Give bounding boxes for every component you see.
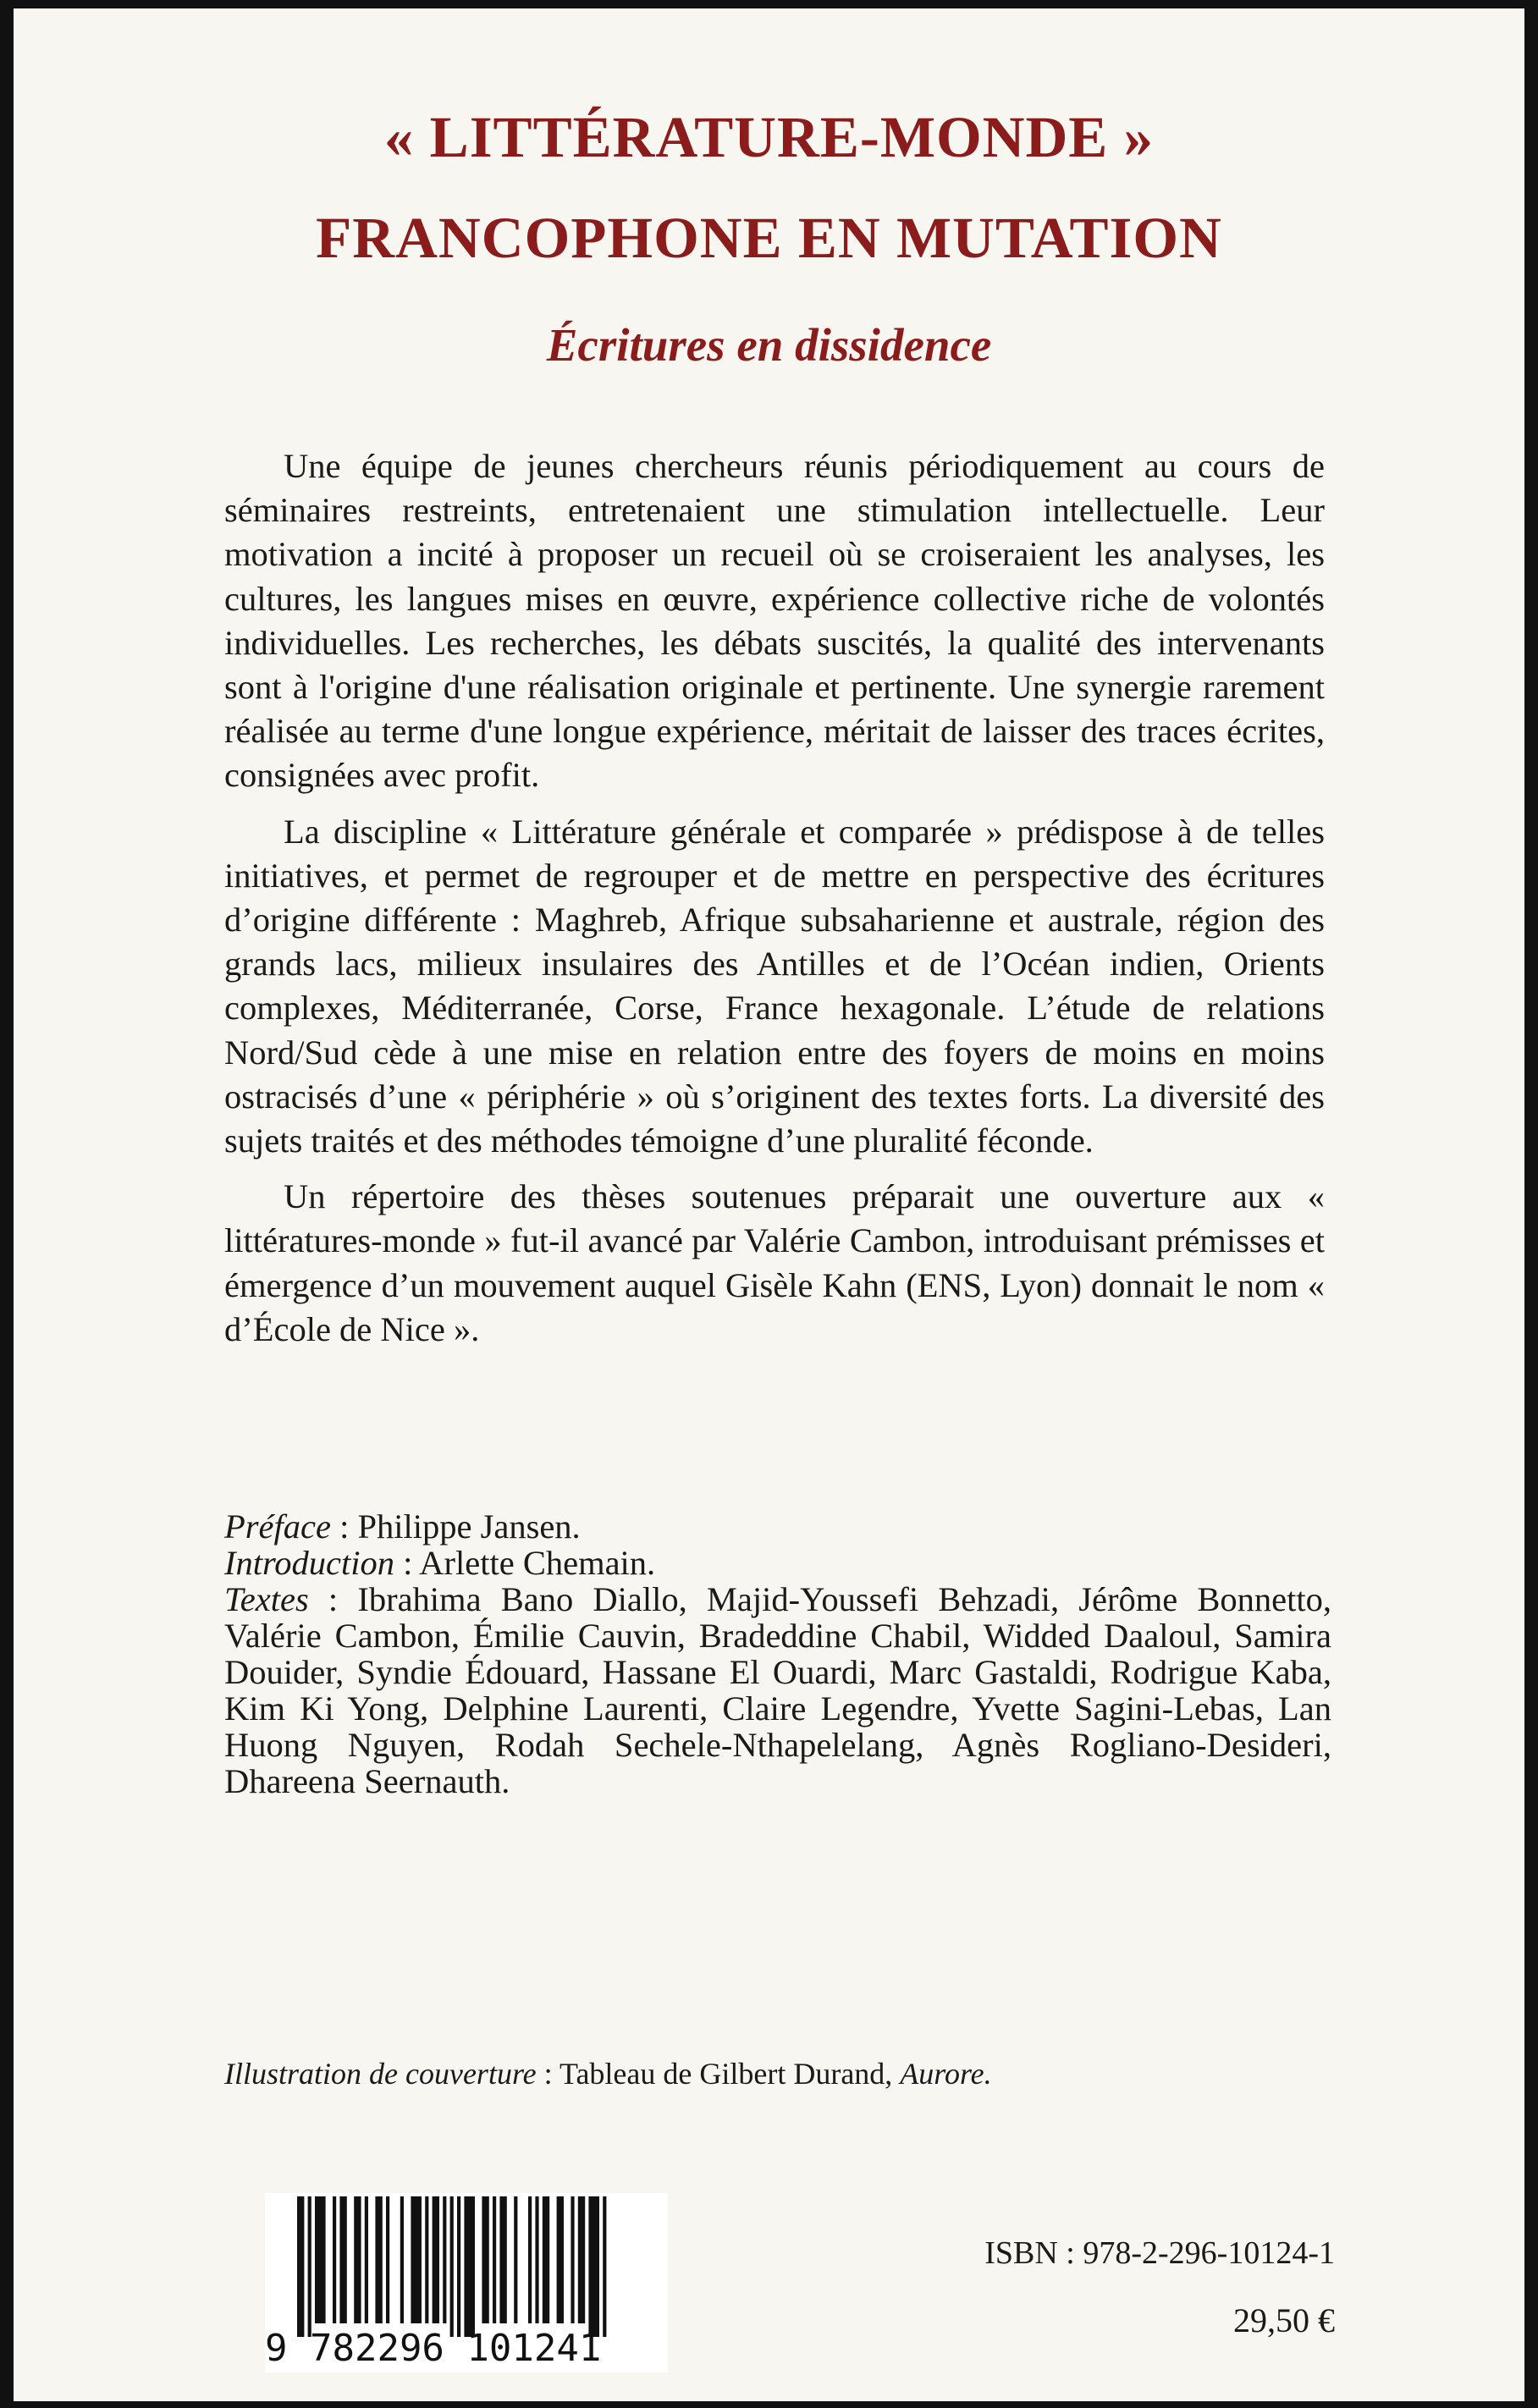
barcode-bar [365, 2196, 368, 2323]
preface-separator: : [330, 1507, 358, 1546]
barcode-bar [535, 2196, 538, 2323]
barcode [265, 2193, 668, 2372]
title-line-1: « LITTÉRATURE-MONDE » [383, 105, 1155, 169]
barcode-digits: 9 782296 101241 [265, 2327, 602, 2370]
barcode-bar [528, 2196, 532, 2323]
book-back-cover [14, 8, 1524, 2401]
barcode-bar [333, 2196, 336, 2323]
isbn: ISBN : 978-2-296-10124-1 [984, 2235, 1335, 2271]
barcode-bar [571, 2196, 574, 2323]
contributors [224, 1508, 1331, 1799]
barcode-bar [557, 2196, 564, 2323]
barcode-bar [297, 2196, 304, 2337]
barcode-bar [603, 2196, 606, 2337]
blurb [224, 444, 1325, 1364]
barcode-bar [499, 2196, 506, 2323]
barcode-bar [588, 2196, 599, 2337]
illustration-label: Illustration de couverture [224, 2057, 537, 2091]
price: 29,50 € [1233, 2301, 1335, 2339]
barcode-bar [450, 2196, 454, 2337]
subtitle: Écritures en dissidence [546, 319, 992, 371]
introduction-line [224, 1545, 1331, 1581]
barcode-bar [464, 2196, 475, 2337]
texts-separator: : [308, 1580, 358, 1618]
blurb-paragraph-1: Une équipe de jeunes chercheurs réunis périodiquement au cours de séminaires restreints, entretenaient une stimulation intellectuelle. Leur motivation a incité à proposer un recueil où se croiseraient les analyses, les cultures, les langues mises en œuvre, expérience collective riche de volontés individuelles. Les recherches, les débats suscités, la qualité des intervenants sont à l'origine d'une réalisation originale et pertinente. Une synergie rarement réalisée au terme d'une longue expérience, méritait de laisser des traces écrites, consignées avec profit. [224, 447, 1325, 795]
blurb-paragraph-3: Un répertoire des thèses soutenues préparait une ouverture aux « littératures-monde » fut-il avancé par Valérie Cambon, introduisant prémisses et émergence d’un mouvement auquel Gisèle Kahn (ENS, Lyon) donnait le nom « d’École de Nice ». [224, 1177, 1325, 1348]
barcode-bar [315, 2196, 326, 2323]
texts-label: Textes [224, 1580, 309, 1618]
illustration-separator: : [536, 2057, 560, 2091]
introduction-separator: : [394, 1544, 420, 1582]
barcode-bars [265, 2193, 668, 2337]
preface-label: Préface [224, 1507, 331, 1546]
barcode-bar [543, 2196, 549, 2323]
texts-value: Ibrahima Bano Diallo, Majid-Youssefi Behzadi, Jérôme Bonnetto, Valérie Cambon, Émilie Cauvin, Bradeddine Chabil, Widded Daaloul, Samira Douider, Syndie Édouard, Hassane El Ouardi, Marc Gastaldi, Rodrigue Kaba, Kim Ki Yong, Delphine Laurenti, Claire Legendre, Yvette Sagini-Lebas, Lan Huong Nguyen, Rodah Sechele-Nthapelelang, Agnès Rogliano-Desideri, Dhareena Seernauth. [224, 1580, 1331, 1800]
introduction-value: Arlette Chemain. [419, 1544, 656, 1582]
barcode-bar [578, 2196, 585, 2323]
introduction-label: Introduction [224, 1544, 394, 1582]
barcode-bar [443, 2196, 446, 2323]
barcode-bar [514, 2196, 517, 2323]
barcode-bar [339, 2196, 346, 2323]
barcode-bar [411, 2196, 422, 2323]
preface-value: Philippe Jansen. [357, 1507, 581, 1546]
barcode-bar [354, 2196, 361, 2323]
preface-line [224, 1508, 1331, 1545]
title-line-2: FRANCOPHONE EN MUTATION [316, 206, 1222, 270]
barcode-bar [425, 2196, 428, 2323]
barcode-bar [386, 2196, 389, 2323]
barcode-bar [400, 2196, 404, 2323]
barcode-bar [493, 2196, 496, 2323]
blurb-paragraph-2: La discipline « Littérature générale et comparée » prédispose à de telles initiatives, et permet de regrouper et de mettre en perspective des écritures d’origine différente : Maghreb, Afrique subsaharienne et australe, région des grands lacs, milieux insulaires des Antilles et de l’Océan indien, Orients complexes, Méditerranée, Corse, France hexagonale. L’étude de relations Nord/Sud cède à une mise en relation entre des foyers de moins en moins ostracisés d’une « périphérie » où s’originent des textes forts. La diversité des sujets traités et des méthodes témoigne d’une pluralité féconde. [224, 812, 1325, 1160]
illustration-credit [224, 2055, 1409, 2092]
texts-line [224, 1581, 1331, 1799]
barcode-bar [375, 2196, 382, 2323]
illustration-text: Tableau de Gilbert Durand, [559, 2057, 901, 2091]
barcode-bar [482, 2196, 488, 2323]
barcode-bar [433, 2196, 439, 2323]
illustration-title: Aurore. [900, 2057, 992, 2091]
barcode-bar [457, 2196, 460, 2337]
barcode-bar [308, 2196, 311, 2337]
